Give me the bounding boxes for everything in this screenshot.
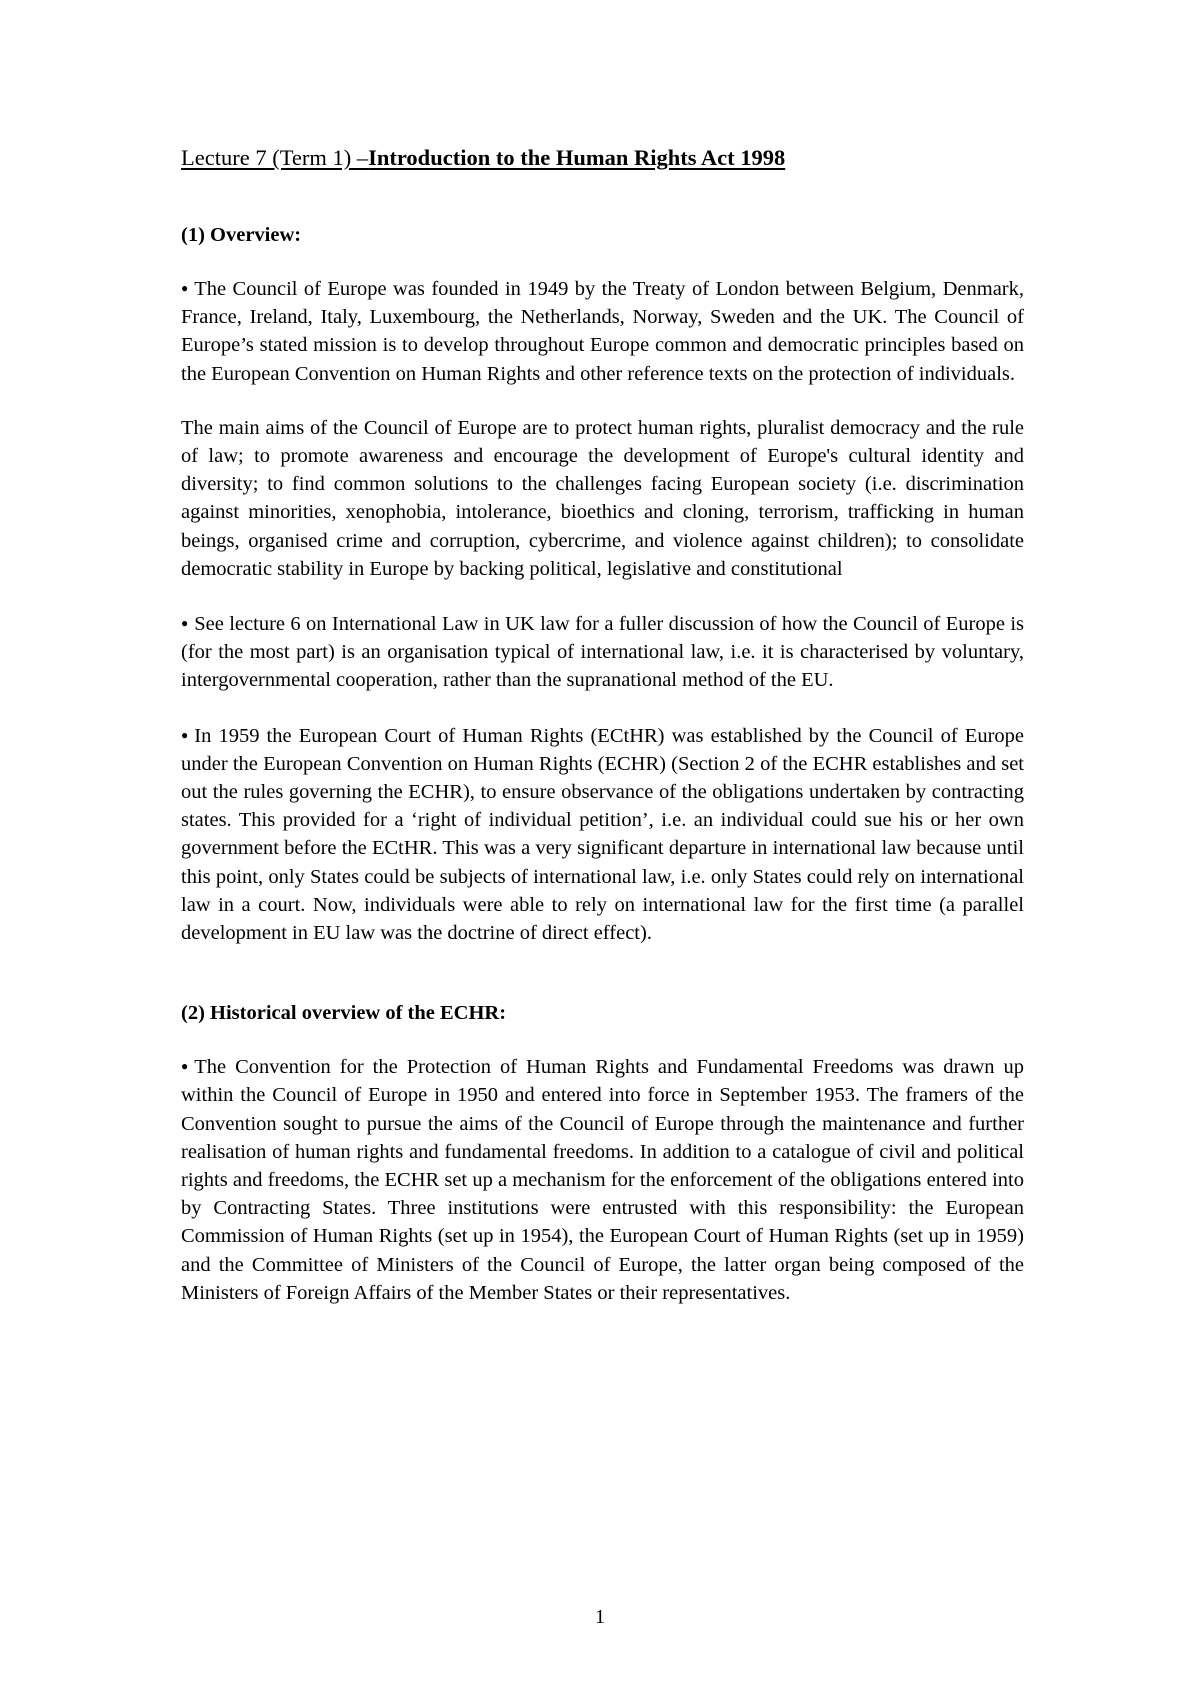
paragraph-text: The Council of Europe was founded in 1949 by the Treaty of London between Belgium, Denmark, France, Ireland, Italy, Luxembourg, the Netherlands, Norway, Sweden and the UK. The Council of Europe’s stated mission is to develop throughout Europe common and democratic principles based on the European Convention on Human Rights and other reference texts on the protection of individuals.	[181, 278, 1024, 385]
page-number: 1	[594, 1606, 606, 1628]
paragraph-text: See lecture 6 on International Law in UK law for a fuller discussion of how the Council of Europe is (for the most part) is an organisation typical of international law, i.e. it is characterised by voluntary, intergovernmental cooperation, rather than the supranational method of the EU.	[181, 613, 1024, 692]
document-title	[181, 143, 1024, 173]
paragraph-council-aims	[181, 414, 1024, 583]
bullet-icon: ●	[181, 727, 189, 742]
section-heading-overview: (1) Overview:	[181, 224, 302, 246]
paragraph-lecture-6-reference	[181, 609, 1024, 695]
section-heading-historical-overview: (2) Historical overview of the ECHR:	[181, 1002, 507, 1025]
paragraph-text: In 1959 the European Court of Human Rights (ECtHR) was established by the Council of Europe under the European Convention on Human Rights (ECHR) (Section 2 of the ECHR establishes and set out the rules governing the ECHR), to ensure observance of the obligations undertaken by contracting states. This provided for a ‘right of individual petition’, i.e. an individual could sue his or her own government before the ECtHR. This was a very significant departure in international law because until this point, only States could be subjects of international law, i.e. only States could rely on international law in a court. Now, individuals were able to rely on international law for the first time (a parallel development in EU law was the doctrine of direct effect).	[181, 724, 1024, 945]
bullet-icon: ●	[181, 1059, 189, 1074]
paragraph-text: The main aims of the Council of Europe are to protect human rights, pluralist democracy and the rule of law; to promote awareness and encourage the development of Europe's cultural identity and diversity; to find common solutions to the challenges facing European society (i.e. discrimination against minorities, xenophobia, intolerance, bioethics and cloning, terrorism, trafficking in human beings, organised crime and corruption, cybercrime, and violence against children); to consolidate democratic stability in Europe by backing political, legislative and constitutional	[181, 416, 1024, 580]
paragraph-convention-history	[181, 1052, 1024, 1307]
paragraph-ecthr-established	[181, 721, 1024, 948]
paragraph-text: The Convention for the Protection of Human Rights and Fundamental Freedoms was drawn up within the Council of Europe in 1950 and entered into force in September 1953. The framers of the Convention sought to pursue the aims of the Council of Europe through the maintenance and further realisation of human rights and fundamental freedoms. In addition to a catalogue of civil and political rights and freedoms, the ECHR set up a mechanism for the enforcement of the obligations entered into by Contracting States. Three institutions were entrusted with this responsibility: the European Commission of Human Rights (set up in 1954), the European Court of Human Rights (set up in 1959) and the Committee of Ministers of the Council of Europe, the latter organ being composed of the Ministers of Foreign Affairs of the Member States or their representatives.	[181, 1056, 1024, 1304]
title-lecture: Lecture 7 (Term 1) –	[181, 145, 369, 170]
title-topic: Introduction to the Human Rights Act 1998	[368, 145, 786, 170]
bullet-icon: ●	[181, 616, 189, 631]
document-page	[181, 143, 1024, 1307]
bullet-icon: ●	[181, 281, 189, 295]
paragraph-council-founding	[181, 274, 1024, 388]
